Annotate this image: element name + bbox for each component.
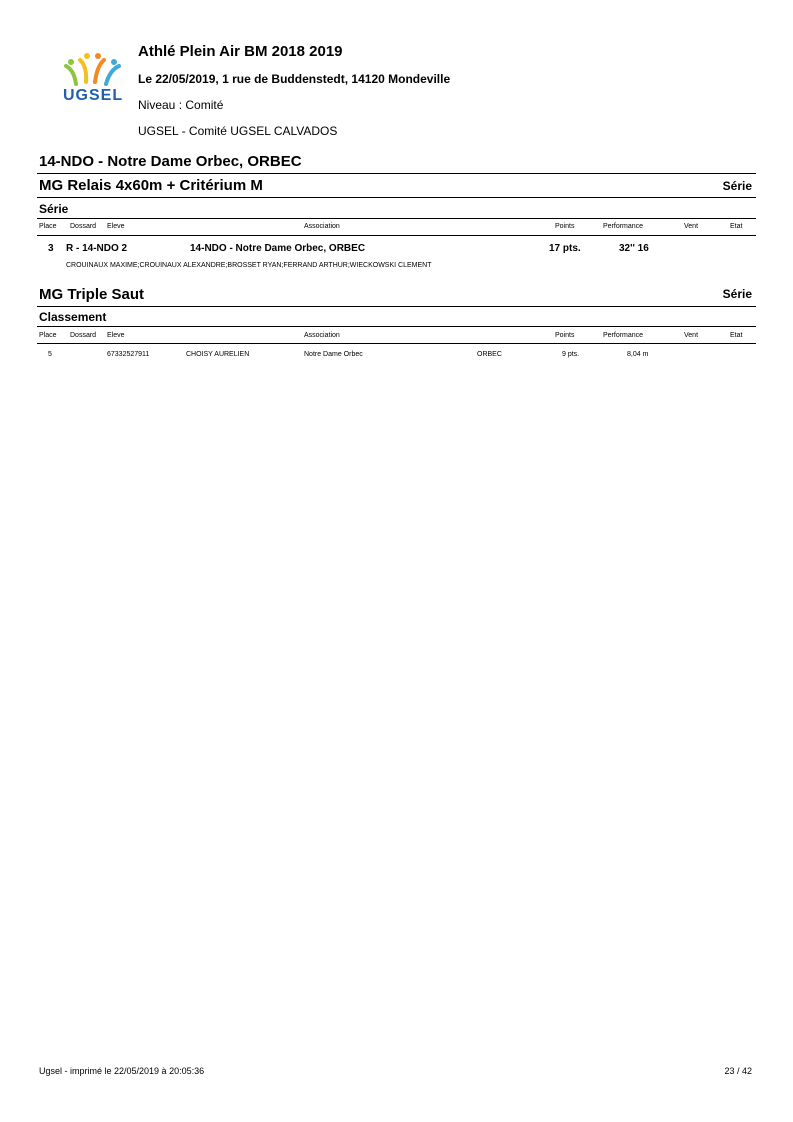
- section-title: Série: [39, 202, 69, 216]
- row-points: 9 pts.: [562, 351, 580, 358]
- col-etat: Etat: [730, 332, 743, 339]
- col-dossard: Dossard: [70, 223, 97, 230]
- col-association: Association: [304, 223, 340, 230]
- row-dossard: 67332527911: [107, 351, 150, 358]
- col-place: Place: [39, 223, 57, 230]
- level-label: Niveau : Comité: [138, 98, 224, 112]
- event-kind: Série: [722, 287, 752, 301]
- page-number: 23 / 42: [724, 1066, 752, 1076]
- row-association: 14-NDO - Notre Dame Orbec, ORBEC: [190, 243, 366, 254]
- club-divider: [37, 173, 756, 174]
- row-place: 3: [48, 243, 54, 254]
- logo-text: UGSEL: [63, 87, 124, 104]
- row-association: Notre Dame Orbec: [304, 351, 363, 358]
- relay-members: CROUINAUX MAXIME;CROUINAUX ALEXANDRE;BROSSET RYAN;FERRAND ARTHUR;WIECKOWSKI CLEMENT: [66, 262, 432, 269]
- col-eleve: Eleve: [107, 332, 125, 339]
- row-eleve: CHOISY AURELIEN: [186, 351, 250, 358]
- section-divider: [37, 218, 756, 219]
- organizer-label: UGSEL - Comité UGSEL CALVADOS: [138, 124, 338, 138]
- col-association: Association: [304, 332, 340, 339]
- section-title: Classement: [39, 310, 107, 324]
- col-dossard: Dossard: [70, 332, 97, 339]
- row-city: ORBEC: [477, 351, 502, 358]
- event-title: MG Relais 4x60m + Critérium M: [39, 177, 263, 194]
- col-points: Points: [555, 223, 575, 230]
- col-vent: Vent: [684, 332, 699, 339]
- document-title: Athlé Plein Air BM 2018 2019: [138, 43, 343, 60]
- event-title: MG Triple Saut: [39, 286, 145, 303]
- col-etat: Etat: [730, 223, 743, 230]
- row-performance: 8,04 m: [627, 351, 649, 358]
- row-performance: 32'' 16: [619, 243, 649, 254]
- header-divider: [37, 343, 756, 344]
- col-performance: Performance: [603, 332, 644, 339]
- event-date-location: Le 22/05/2019, 1 rue de Buddenstedt, 14120 Mondeville: [138, 72, 451, 86]
- club-heading: 14-NDO - Notre Dame Orbec, ORBEC: [39, 153, 302, 170]
- col-vent: Vent: [684, 223, 699, 230]
- event-divider: [37, 197, 756, 198]
- header-divider: [37, 235, 756, 236]
- col-place: Place: [39, 332, 57, 339]
- row-dossard: R - 14-NDO 2: [66, 243, 128, 254]
- print-timestamp: Ugsel - imprimé le 22/05/2019 à 20:05:36: [39, 1066, 205, 1076]
- row-place: 5: [48, 351, 52, 358]
- col-performance: Performance: [603, 223, 644, 230]
- row-points: 17 pts.: [549, 243, 581, 254]
- ugsel-logo: [60, 50, 128, 108]
- col-points: Points: [555, 332, 575, 339]
- section-divider: [37, 326, 756, 327]
- event-divider: [37, 306, 756, 307]
- event-kind: Série: [722, 179, 752, 193]
- col-eleve: Eleve: [107, 223, 125, 230]
